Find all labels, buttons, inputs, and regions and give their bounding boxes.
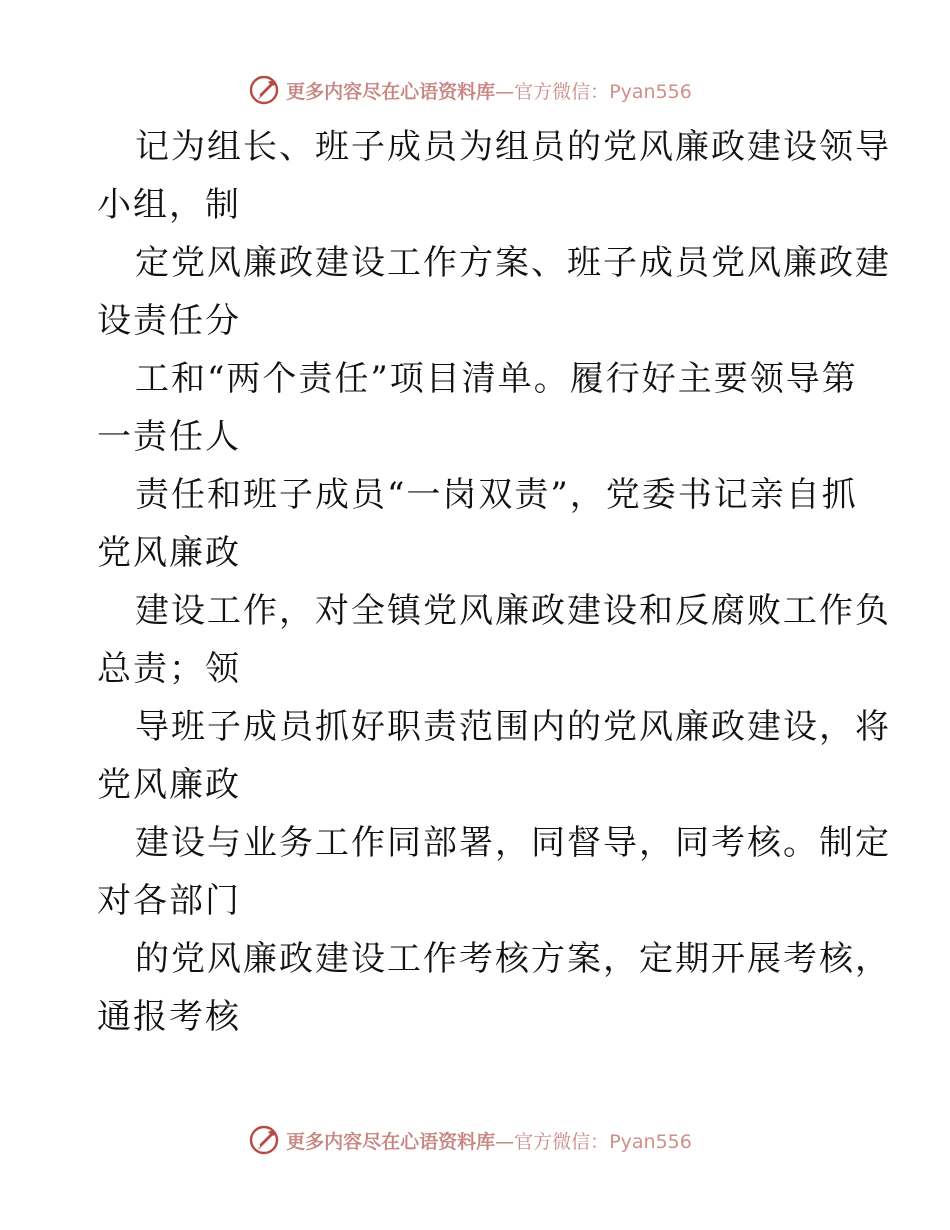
- watermark-text: [286, 77, 692, 104]
- body-text-line: 建设与业务工作同部署，同督导，同考核。制定: [135, 823, 891, 863]
- document-body: [97, 118, 891, 1046]
- body-text-line: 小组，制: [97, 185, 241, 225]
- header-watermark: [0, 70, 950, 110]
- quill-logo-icon: [248, 74, 280, 106]
- body-text-line: 定党风廉政建设工作方案、班子成员党风廉政建: [135, 243, 891, 283]
- body-text-line: 设责任分: [97, 301, 241, 341]
- body-text-line: 总责；领: [97, 649, 241, 689]
- watermark-wechat-label: 官方微信：: [514, 80, 610, 103]
- body-text-line: 通报考核: [97, 997, 241, 1037]
- watermark-dash: —: [495, 1130, 515, 1153]
- watermark-wechat-label: 官方微信：: [514, 1130, 610, 1153]
- body-text-line: 党风廉政: [97, 533, 241, 573]
- watermark-dash: —: [495, 80, 515, 103]
- watermark-site: 更多内容尽在心语资料库: [286, 80, 496, 103]
- body-text-line: 建设工作，对全镇党风廉政建设和反腐败工作负: [135, 591, 891, 631]
- body-text-line: 一责任人: [97, 417, 241, 457]
- body-text-line: 工和“两个责任”项目清单。履行好主要领导第: [135, 359, 858, 399]
- watermark-wechat-id: Pyan556: [609, 80, 692, 103]
- quill-logo-icon: [248, 1124, 280, 1156]
- watermark-text: [286, 1127, 692, 1154]
- body-text-line: 对各部门: [97, 881, 241, 921]
- watermark-group: [248, 74, 692, 106]
- body-text-line: 党风廉政: [97, 765, 241, 805]
- footer-watermark: [0, 1120, 950, 1160]
- body-text-line: 导班子成员抓好职责范围内的党风廉政建设，将: [135, 707, 891, 747]
- body-text-line: 责任和班子成员“一岗双责”，党委书记亲自抓: [135, 475, 858, 515]
- watermark-site: 更多内容尽在心语资料库: [286, 1130, 496, 1153]
- watermark-group: [248, 1124, 692, 1156]
- body-text-line: 的党风廉政建设工作考核方案，定期开展考核，: [135, 939, 891, 979]
- body-text-line: 记为组长、班子成员为组员的党风廉政建设领导: [135, 127, 891, 167]
- watermark-wechat-id: Pyan556: [609, 1130, 692, 1153]
